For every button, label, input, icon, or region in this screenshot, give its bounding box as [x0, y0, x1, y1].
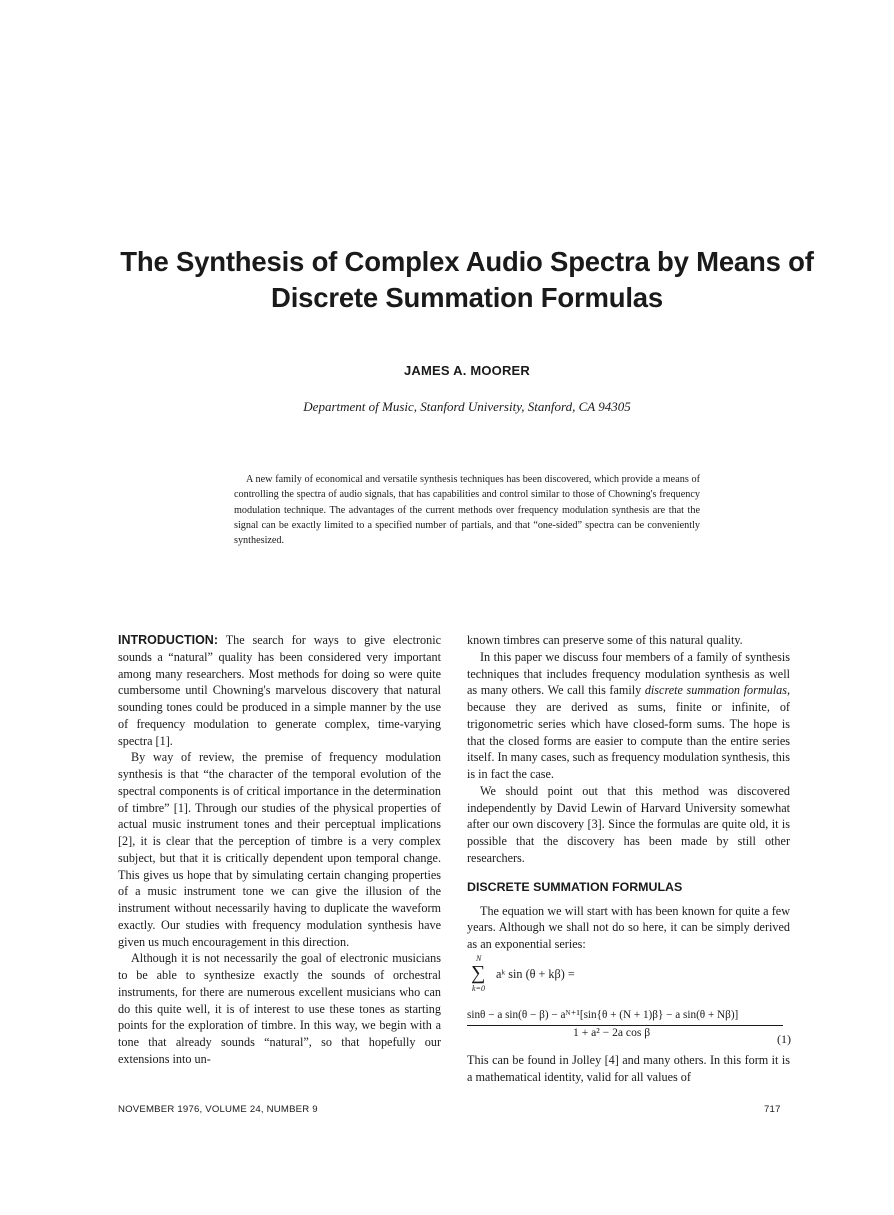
- title-line-2: Discrete Summation Formulas: [271, 282, 663, 313]
- equation-fraction: [467, 1008, 790, 1052]
- page-number: 717: [764, 1104, 781, 1115]
- title-line-1: The Synthesis of Complex Audio Spectra by Means of: [120, 246, 814, 277]
- right-column: [467, 632, 790, 1085]
- body-paragraph: By way of review, the premise of frequency modulation synthesis is that “the character of the temporal evolution of the spectral components is of critical importance in the determination of timbre” [1]. Through our studies of the physical properties of actual music instrument tones and their perceptual implications [2], it is clear that the perception of timbre is a very complex subject, but that it is critically dependent upon temporal change. This gives us hope that by simulating certain changing properties of a music instrument tone we can give the illusion of the instrument without necessarily having to duplicate the waveform exactly. Our studies with frequency modulation synthesis have given us much encouragement in this direction.: [118, 750, 441, 949]
- intro-paragraph: [118, 632, 441, 749]
- left-column: [118, 632, 441, 1068]
- footer-journal-info: NOVEMBER 1976, VOLUME 24, NUMBER 9: [118, 1104, 318, 1115]
- author-affiliation: Department of Music, Stanford University, Stanford, CA 94305: [303, 399, 631, 414]
- sum-lower-limit: k=0: [472, 983, 485, 993]
- intro-heading: INTRODUCTION:: [118, 633, 218, 647]
- sigma-symbol: ∑: [471, 961, 486, 984]
- body-paragraph: known timbres can preserve some of this natural quality.: [467, 633, 743, 647]
- abstract: A new family of economical and versatile synthesis techniques has been discovered, which provide a means of controlling the spectra of audio signals, that has capabilities and control similar to those of Chowning's frequency modulation technique. The advantages of the current methods over frequency modulation synthesis are that the signal can be exactly limited to a specified number of partials, and that “one-sided” spectra can be conveniently synthesized.: [234, 474, 700, 547]
- equation-summation: [467, 954, 790, 1004]
- section-heading: DISCRETE SUMMATION FORMULAS: [467, 879, 683, 894]
- equation-number: (1): [777, 1031, 791, 1046]
- intro-text: The search for ways to give electronic sounds a “natural” quality has been considered very important among many researchers. Most methods for doing so were quite cumbersome until Chowning's marvelous discovery that natural sounding tones could be produced in a simple manner by the use of frequency modulation to generate complex, time-varying spectra [1].: [118, 633, 442, 748]
- body-paragraph: Although it is not necessarily the goal of electronic musicians to be able to synthesize exactly the sounds of orchestral instruments, for there are numerous excellent musicians who can do this quite well, it is of interest to use these tones as starting points for the exploration of timbre. In this way, we begin with a tone that already sounds “natural”, so that hopefully our extensions into un-: [118, 951, 441, 1066]
- text-run: In this paper we discuss four members of a family of synthesis techniques that includes frequency modulation synthesis as well as many others. We call this family: [467, 649, 790, 698]
- text-run: because they are derived as sums, finite or infinite, of trigonometric series which have closed-form sums. The hope is that the closed forms are easier to compute than the entire series itself. In many cases, such as frequency modulation synthesis, this is in fact the case.: [467, 700, 790, 781]
- author-name: JAMES A. MOORER: [403, 363, 531, 378]
- paper-title: [60, 244, 874, 316]
- sum-expression: aᵏ sin (θ + kβ) =: [496, 966, 575, 981]
- body-paragraph: [467, 649, 790, 783]
- body-paragraph: We should point out that this method was discovered independently by David Lewin of Harvard University somewhat after our own discovery [3]. Since the formulas are quite old, it is possible that the discovery has been made by still other researchers.: [467, 783, 790, 865]
- emphasis-term: discrete summation formulas,: [644, 683, 790, 698]
- body-paragraph: The equation we will start with has been known for quite a few years. Although we shall not do so here, it can be simply derived as an exponential series:: [467, 903, 790, 951]
- sum-upper-limit: N: [476, 953, 482, 963]
- equation-numerator: sinθ − a sin(θ − β) − aᴺ⁺¹[sin{θ + (N + 1)β} − a sin(θ + Nβ)]: [467, 1008, 739, 1021]
- body-paragraph: This can be found in Jolley [4] and many others. In this form it is a mathematical identity, valid for all values of: [467, 1052, 790, 1084]
- equation-denominator: 1 + a² − 2a cos β: [573, 1025, 651, 1039]
